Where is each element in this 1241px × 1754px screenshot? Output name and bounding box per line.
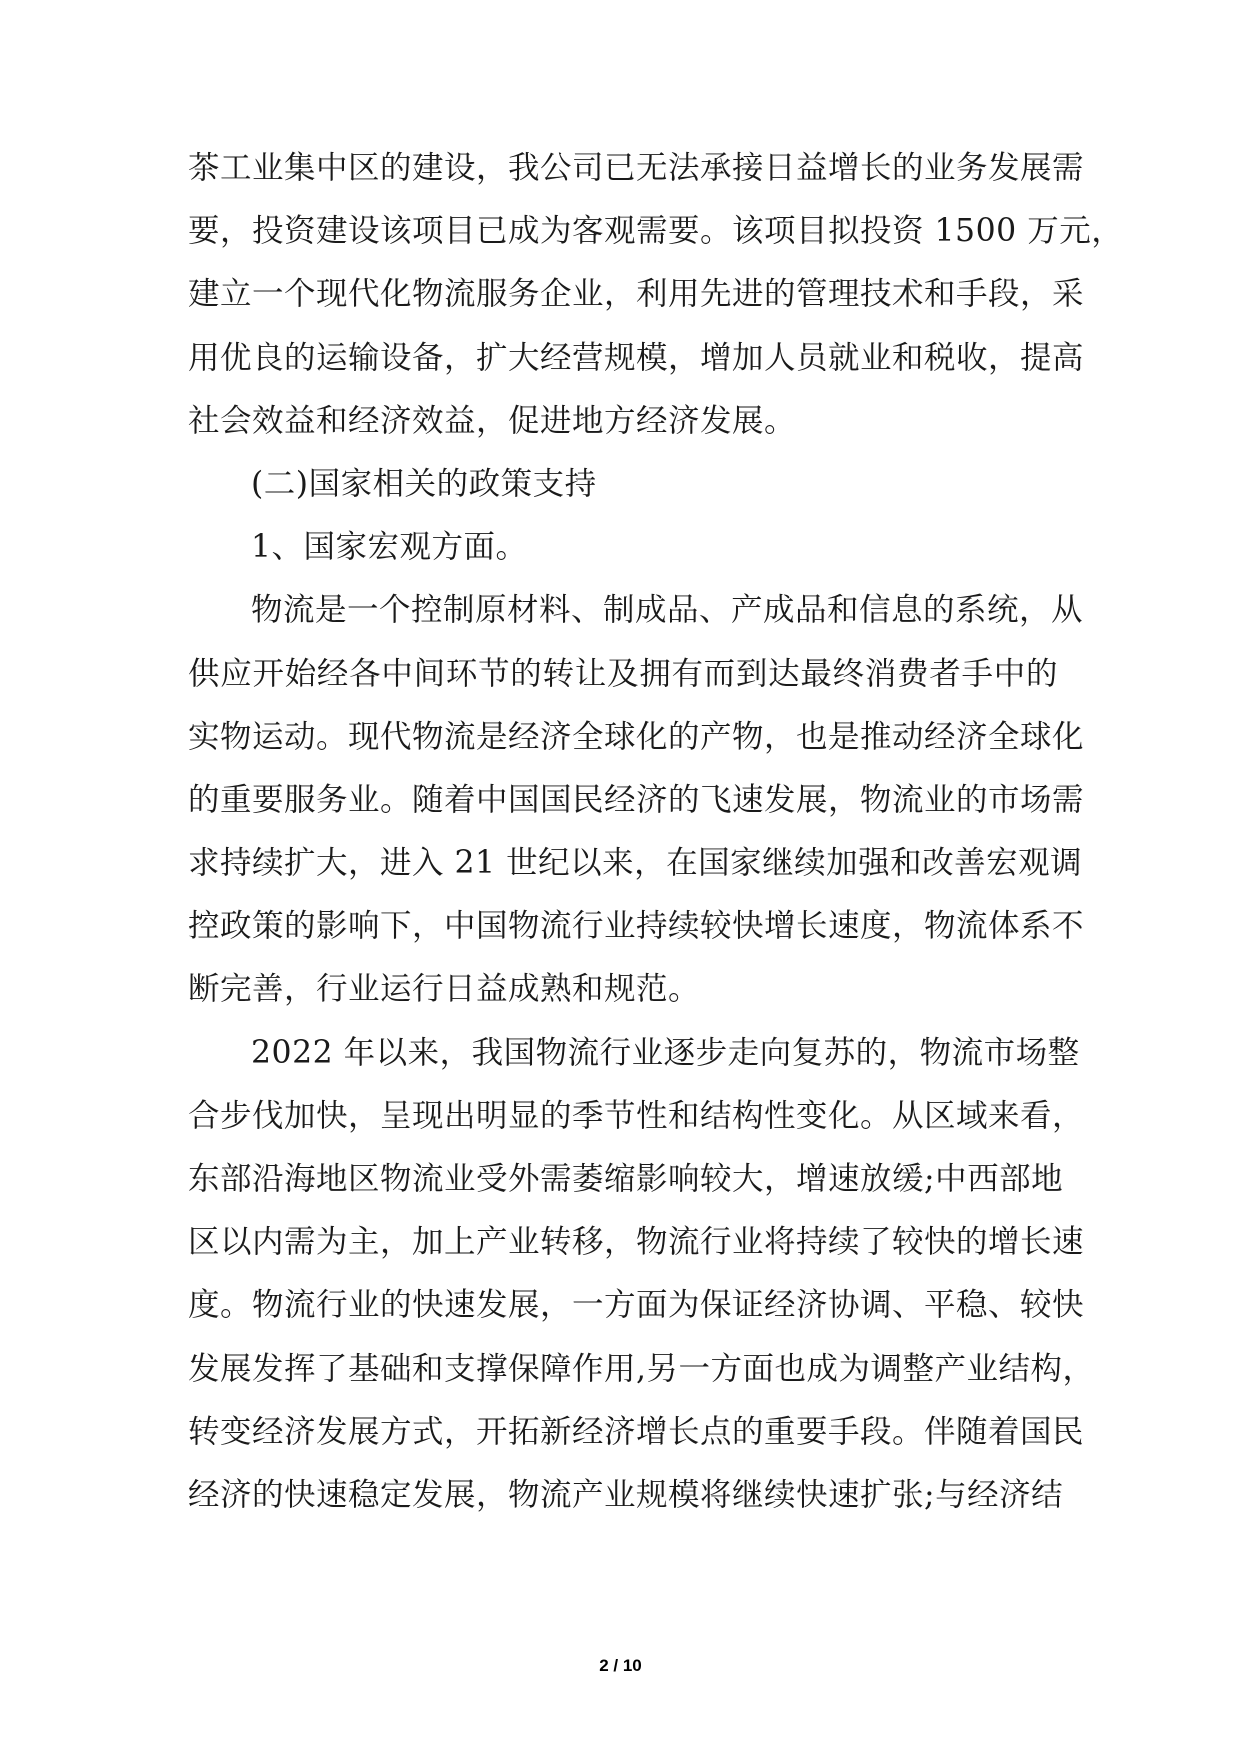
text-line: 的重要服务业。随着中国国民经济的飞速发展，物流业的市场需: [188, 781, 1085, 818]
text-line: 控政策的影响下，中国物流行业持续较快增长速度，物流体系不: [188, 908, 1085, 945]
text-line: 实物运动。现代物流是经济全球化的产物，也是推动经济全球化: [188, 718, 1085, 755]
text-line: 2022 年以来，我国物流行业逐步走向复苏的，物流市场整: [251, 1034, 1080, 1071]
text-line: 合步伐加快，呈现出明显的季节性和结构性变化。从区域来看，: [188, 1097, 1085, 1134]
text-line: 要，投资建设该项目已成为客观需要。该项目拟投资 1500 万元，: [188, 213, 1124, 250]
text-line: 转变经济发展方式，开拓新经济增长点的重要手段。伴随着国民: [188, 1413, 1085, 1450]
text-line: 经济的快速稳定发展，物流产业规模将继续快速扩张;与经济结: [188, 1476, 1064, 1513]
text-line: 供应开始经各中间环节的转让及拥有而到达最终消费者手中的: [188, 655, 1058, 692]
text-line: 建立一个现代化物流服务企业，利用先进的管理技术和手段，采: [188, 276, 1085, 313]
text-line: (二)国家相关的政策支持: [251, 465, 597, 502]
text-line: 发展发挥了基础和支撑保障作用,另一方面也成为调整产业结构，: [188, 1350, 1095, 1387]
body-text: [188, 137, 1124, 1527]
text-line: 求持续扩大，进入 21 世纪以来，在国家继续加强和改善宏观调: [188, 845, 1083, 882]
text-line: 茶工业集中区的建设，我公司已无法承接日益增长的业务发展需: [188, 150, 1085, 186]
text-line: 物流是一个控制原材料、制成品、产成品和信息的系统，从: [251, 592, 1084, 629]
page-number: 2 / 10: [599, 1656, 642, 1675]
text-line: 度。物流行业的快速发展，一方面为保证经济协调、平稳、较快: [188, 1287, 1085, 1324]
text-line: 区以内需为主，加上产业转移，物流行业将持续了较快的增长速: [188, 1224, 1085, 1261]
text-line: 1、国家宏观方面。: [251, 529, 528, 566]
text-line: 东部沿海地区物流业受外需萎缩影响较大，增速放缓;中西部地: [188, 1161, 1064, 1197]
text-line: 断完善，行业运行日益成熟和规范。: [188, 971, 701, 1008]
text-line: 社会效益和经济效益，促进地方经济发展。: [188, 402, 797, 439]
text-line: 用优良的运输设备，扩大经营规模，增加人员就业和税收，提高: [188, 339, 1085, 376]
